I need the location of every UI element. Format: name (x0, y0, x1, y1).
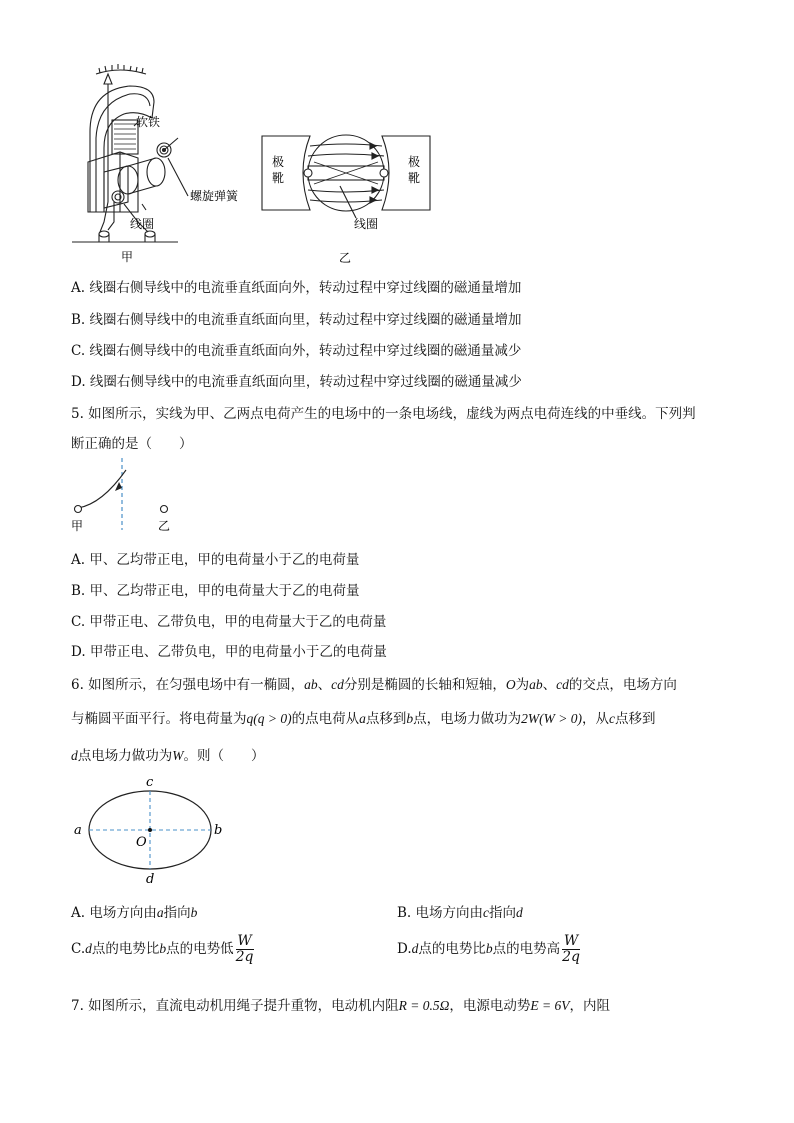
q6-d-t3: 点的电势高 (492, 941, 561, 957)
q6-l2-q-expr: q(q > 0) (246, 711, 292, 726)
q6-b-v2: d (516, 905, 523, 920)
q6-l2-t4: 点，电场力做功为 (413, 711, 522, 727)
meter-figure (68, 62, 243, 267)
field-line-figure (66, 456, 186, 536)
q5-option-a: A. 甲、乙均带正电，甲的电荷量小于乙的电荷量 (71, 552, 360, 568)
pole-shoe-figure (258, 126, 438, 264)
q7-t1: 7. 如图所示，直流电动机用绳子提升重物，电动机内阻 (71, 998, 399, 1014)
q4-option-b: B. 线圈右侧导线中的电流垂直纸面向里，转动过程中穿过线圈的磁通量增加 (71, 312, 522, 328)
q6-l2-t6: 点移到 (614, 711, 656, 727)
ellipse-figure (66, 772, 236, 888)
q6-l1-ab1: ab (304, 677, 318, 692)
q6-option-a (71, 901, 197, 921)
q6-l1-t3: 分别是椭圆的长轴和短轴， (343, 677, 506, 693)
q6-d-fraction (562, 934, 580, 965)
q6-l1-ab2: ab (529, 677, 543, 692)
q6-option-b (397, 901, 523, 921)
q6-option-d (397, 934, 580, 965)
q6-l2-a: a (359, 711, 366, 726)
q6-l1-t2: 、 (317, 677, 332, 693)
q6-stem-line2 (71, 707, 655, 727)
q7-t3: ，内阻 (569, 998, 611, 1014)
q6-c-fraction (236, 934, 254, 965)
q6-l3-d: d (71, 748, 78, 763)
q6-l1-t5: 、 (542, 677, 557, 693)
label-yi: 乙 (158, 519, 171, 533)
q6-l2-w-expr: 2W(W > 0) (521, 711, 582, 726)
q6-l1-O: O (505, 677, 516, 692)
q6-l2-c: c (608, 711, 615, 726)
q6-c-v1: d (85, 941, 92, 956)
q4-option-a: A. 线圈右侧导线中的电流垂直纸面向外，转动过程中穿过线圈的磁通量增加 (71, 280, 522, 296)
left-pole-line2: 靴 (272, 171, 285, 185)
point-a-label: a (74, 823, 82, 838)
q7-stem-line1 (71, 994, 610, 1014)
q6-l2-t5: ，从 (581, 711, 609, 727)
right-pole-label (408, 154, 420, 185)
q6-l3-W: W (172, 748, 184, 763)
q6-l1-cd1: cd (331, 677, 344, 692)
q6-c-t1: C. (71, 941, 86, 957)
q6-stem-line1 (71, 673, 677, 693)
point-b-label: b (214, 823, 223, 838)
q5-option-d: D. 甲带正电、乙带负电，甲的电荷量小于乙的电荷量 (71, 644, 387, 660)
charge-yi (161, 506, 168, 513)
right-pole-line1: 极 (408, 155, 421, 169)
q6-d-t2: 点的电势比 (418, 941, 486, 957)
q6-l2-t2: 的点电荷从 (291, 711, 360, 727)
q6-a-v1: a (156, 905, 164, 920)
q6-d-t1: D. (397, 941, 412, 957)
pole-caption: 乙 (339, 251, 352, 264)
q6-a-v2: b (190, 905, 198, 920)
right-pole-line2: 靴 (408, 171, 421, 185)
q7-t2: ，电源电动势 (449, 998, 531, 1014)
q6-b-t2: 指向 (489, 905, 517, 921)
center-point-O (148, 828, 152, 832)
q6-l3-t1: 点电场力做功为 (77, 748, 173, 764)
q6-a-t1: A. 电场方向由 (71, 905, 157, 921)
left-pole-label (272, 154, 284, 185)
pole-coil-label: 线圈 (354, 217, 379, 231)
q6-l3-t2: 。则（ ） (183, 748, 265, 764)
q6-l2-t3: 点移到 (365, 711, 407, 727)
q6-b-v1: c (483, 905, 490, 920)
q6-option-c (71, 934, 254, 965)
q6-d-den: 2q (562, 949, 581, 965)
q6-c-v2: b (159, 941, 167, 956)
q7-r-expr: R = 0.5Ω (398, 998, 450, 1013)
q6-l1-t1: 6. 如图所示，在匀强电场中有一椭圆， (71, 677, 305, 693)
point-d-label: d (146, 872, 155, 887)
q6-d-v1: d (411, 941, 419, 956)
left-pole-line1: 极 (272, 155, 285, 169)
point-O-label: O (136, 835, 147, 850)
q6-d-num: W (563, 933, 579, 949)
point-c-label: c (146, 775, 154, 790)
spiral-spring-label: 螺旋弹簧 (190, 189, 239, 203)
q6-d-v2: b (485, 941, 493, 956)
q5-option-b: B. 甲、乙均带正电，甲的电荷量大于乙的电荷量 (71, 583, 360, 599)
label-jia: 甲 (71, 519, 84, 533)
q4-option-d: D. 线圈右侧导线中的电流垂直纸面向里，转动过程中穿过线圈的磁通量减少 (71, 374, 522, 390)
soft-iron-label: 软铁 (136, 115, 161, 129)
q5-option-c: C. 甲带正电、乙带负电，甲的电荷量大于乙的电荷量 (71, 614, 387, 630)
q6-l1-t4: 为 (515, 677, 530, 693)
q6-b-t1: B. 电场方向由 (397, 905, 484, 921)
charge-jia (75, 506, 82, 513)
q7-e-expr: E = 6V (530, 998, 570, 1013)
q6-c-t3: 点的电势低 (166, 941, 234, 957)
q5-stem-line2: 断正确的是（ ） (71, 436, 193, 452)
q6-stem-line3 (71, 744, 265, 764)
meter-caption: 甲 (121, 250, 134, 264)
q6-c-den: 2q (235, 949, 254, 965)
q6-l1-t6: 的交点，电场方向 (568, 677, 677, 693)
q6-c-num: W (237, 933, 252, 949)
q6-l2-b: b (406, 711, 414, 726)
q6-l2-t1: 与椭圆平面平行。将电荷量为 (71, 711, 247, 727)
q6-l1-cd2: cd (556, 677, 569, 692)
meter-coil-label: 线圈 (130, 217, 155, 231)
q4-option-c: C. 线圈右侧导线中的电流垂直纸面向外，转动过程中穿过线圈的磁通量减少 (71, 343, 522, 359)
q6-a-t2: 指向 (163, 905, 191, 921)
q6-c-t2: 点的电势比 (91, 941, 160, 957)
q5-stem-line1: 5. 如图所示，实线为甲、乙两点电荷产生的电场中的一条电场线，虚线为两点电荷连线的中垂线。下列判 (71, 406, 696, 422)
